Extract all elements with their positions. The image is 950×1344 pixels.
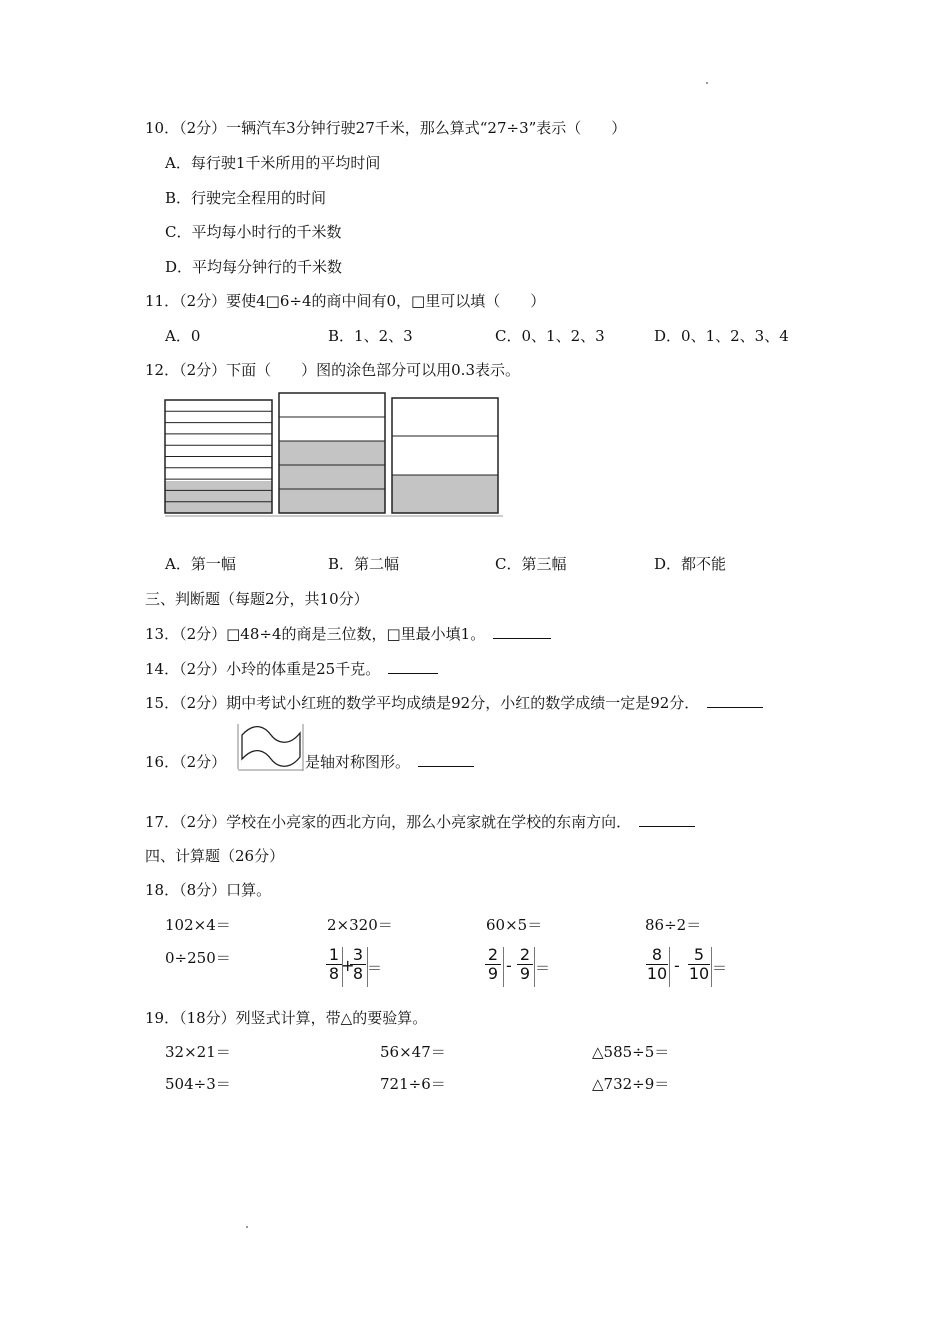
scan-mark-bottom	[246, 1226, 248, 1228]
q16-wave-shape-figure	[237, 723, 307, 773]
q12-figures	[160, 390, 510, 520]
q14-answer-blank[interactable]	[388, 659, 438, 674]
fraction-3-8	[350, 946, 366, 983]
scan-mark-top	[706, 82, 708, 84]
q14-text: 14．（2分）小玲的体重是25千克。	[145, 660, 381, 678]
q18-stem: 18．（8分）口算。	[145, 881, 272, 899]
q12-option-c: C．第三幅	[495, 555, 567, 573]
q17-text: 17．（2分）学校在小亮家的西北方向，那么小亮家就在学校的东南方向．	[145, 813, 632, 831]
denominator: 10	[688, 964, 710, 983]
q18-item-2: 2×320＝	[327, 916, 393, 934]
numerator: 3	[352, 945, 364, 964]
denominator: 9	[487, 964, 499, 983]
q16-prefix: 16．（2分）	[145, 753, 227, 771]
numerator: 1	[328, 945, 340, 964]
figure-3-three-strips	[392, 398, 498, 513]
q16-answer-blank[interactable]	[418, 752, 474, 767]
q18-item-4: 86÷2＝	[645, 916, 702, 934]
denominator: 8	[328, 964, 340, 983]
q11-option-c: C．0、1、2、3	[495, 327, 605, 345]
q19-item-2: 56×47＝	[380, 1043, 446, 1061]
q19-stem: 19．（18分）列竖式计算，带△的要验算。	[145, 1009, 428, 1027]
numerator: 2	[487, 945, 499, 964]
denominator: 8	[352, 964, 364, 983]
q10-option-a: A．每行驶1千米所用的平均时间	[165, 154, 381, 172]
numerator: 8	[651, 945, 663, 964]
q19-item-3: △585÷5＝	[592, 1043, 670, 1061]
q13-row	[145, 624, 551, 644]
q10-option-d: D．平均每分钟行的千米数	[165, 258, 343, 276]
q15-row	[145, 693, 763, 713]
q19-item-1: 32×21＝	[165, 1043, 231, 1061]
q10-option-c: C．平均每小时行的千米数	[165, 223, 342, 241]
q18-item-3: 60×5＝	[486, 916, 543, 934]
q16-row	[305, 752, 474, 772]
q18-item-5: 0÷250＝	[165, 949, 231, 967]
q19-item-6: △732÷9＝	[592, 1075, 670, 1093]
figure-1-ten-strips	[165, 400, 272, 513]
equals-sign: ＝	[535, 959, 551, 977]
fraction-8-10	[646, 946, 668, 983]
minus-sign: -	[674, 956, 680, 975]
q15-answer-blank[interactable]	[707, 693, 763, 708]
denominator: 9	[519, 964, 531, 983]
q19-item-4: 504÷3＝	[165, 1075, 231, 1093]
q17-row	[145, 812, 695, 832]
q10-stem: 10．（2分）一辆汽车3分钟行驶27千米，那么算式“27÷3”表示（ ）	[145, 119, 627, 137]
q12-option-d: D．都不能	[654, 555, 727, 573]
plus-sign: +	[341, 956, 355, 975]
figure-2-five-strips	[279, 393, 385, 513]
fraction-2-9-b	[517, 946, 533, 983]
section-3-heading: 三、判断题（每题2分，共10分）	[145, 590, 369, 608]
q11-option-a: A．0	[165, 327, 201, 345]
q17-answer-blank[interactable]	[639, 812, 695, 827]
section-4-heading: 四、计算题（26分）	[145, 847, 285, 865]
fraction-5-10	[688, 946, 710, 983]
q16-suffix: 是轴对称图形。	[305, 753, 411, 771]
q11-stem: 11．（2分）要使4□6÷4的商中间有0，□里可以填（ ）	[145, 292, 546, 310]
numerator: 2	[519, 945, 531, 964]
q11-option-d: D．0、1、2、3、4	[654, 327, 789, 345]
q11-option-b: B．1、2、3	[328, 327, 413, 345]
q10-option-b: B．行驶完全程用的时间	[165, 189, 327, 207]
q12-option-b: B．第二幅	[328, 555, 400, 573]
q13-answer-blank[interactable]	[493, 624, 551, 639]
denominator: 10	[646, 964, 668, 983]
fraction-2-9-a	[485, 946, 501, 983]
q12-option-a: A．第一幅	[165, 555, 236, 573]
q13-text: 13．（2分）□48÷4的商是三位数，□里最小填1。	[145, 625, 486, 643]
q15-text: 15．（2分）期中考试小红班的数学平均成绩是92分，小红的数学成绩一定是92分．	[145, 694, 700, 712]
numerator: 5	[693, 945, 705, 964]
q12-stem: 12．（2分）下面（ ）图的涂色部分可以用0.3表示。	[145, 361, 520, 379]
equals-sign: ＝	[712, 959, 728, 977]
q19-item-5: 721÷6＝	[380, 1075, 446, 1093]
equals-sign: ＝	[367, 959, 383, 977]
q14-row	[145, 659, 438, 679]
fraction-1-8	[326, 946, 342, 983]
q18-item-1: 102×4＝	[165, 916, 231, 934]
minus-sign: -	[506, 956, 512, 975]
